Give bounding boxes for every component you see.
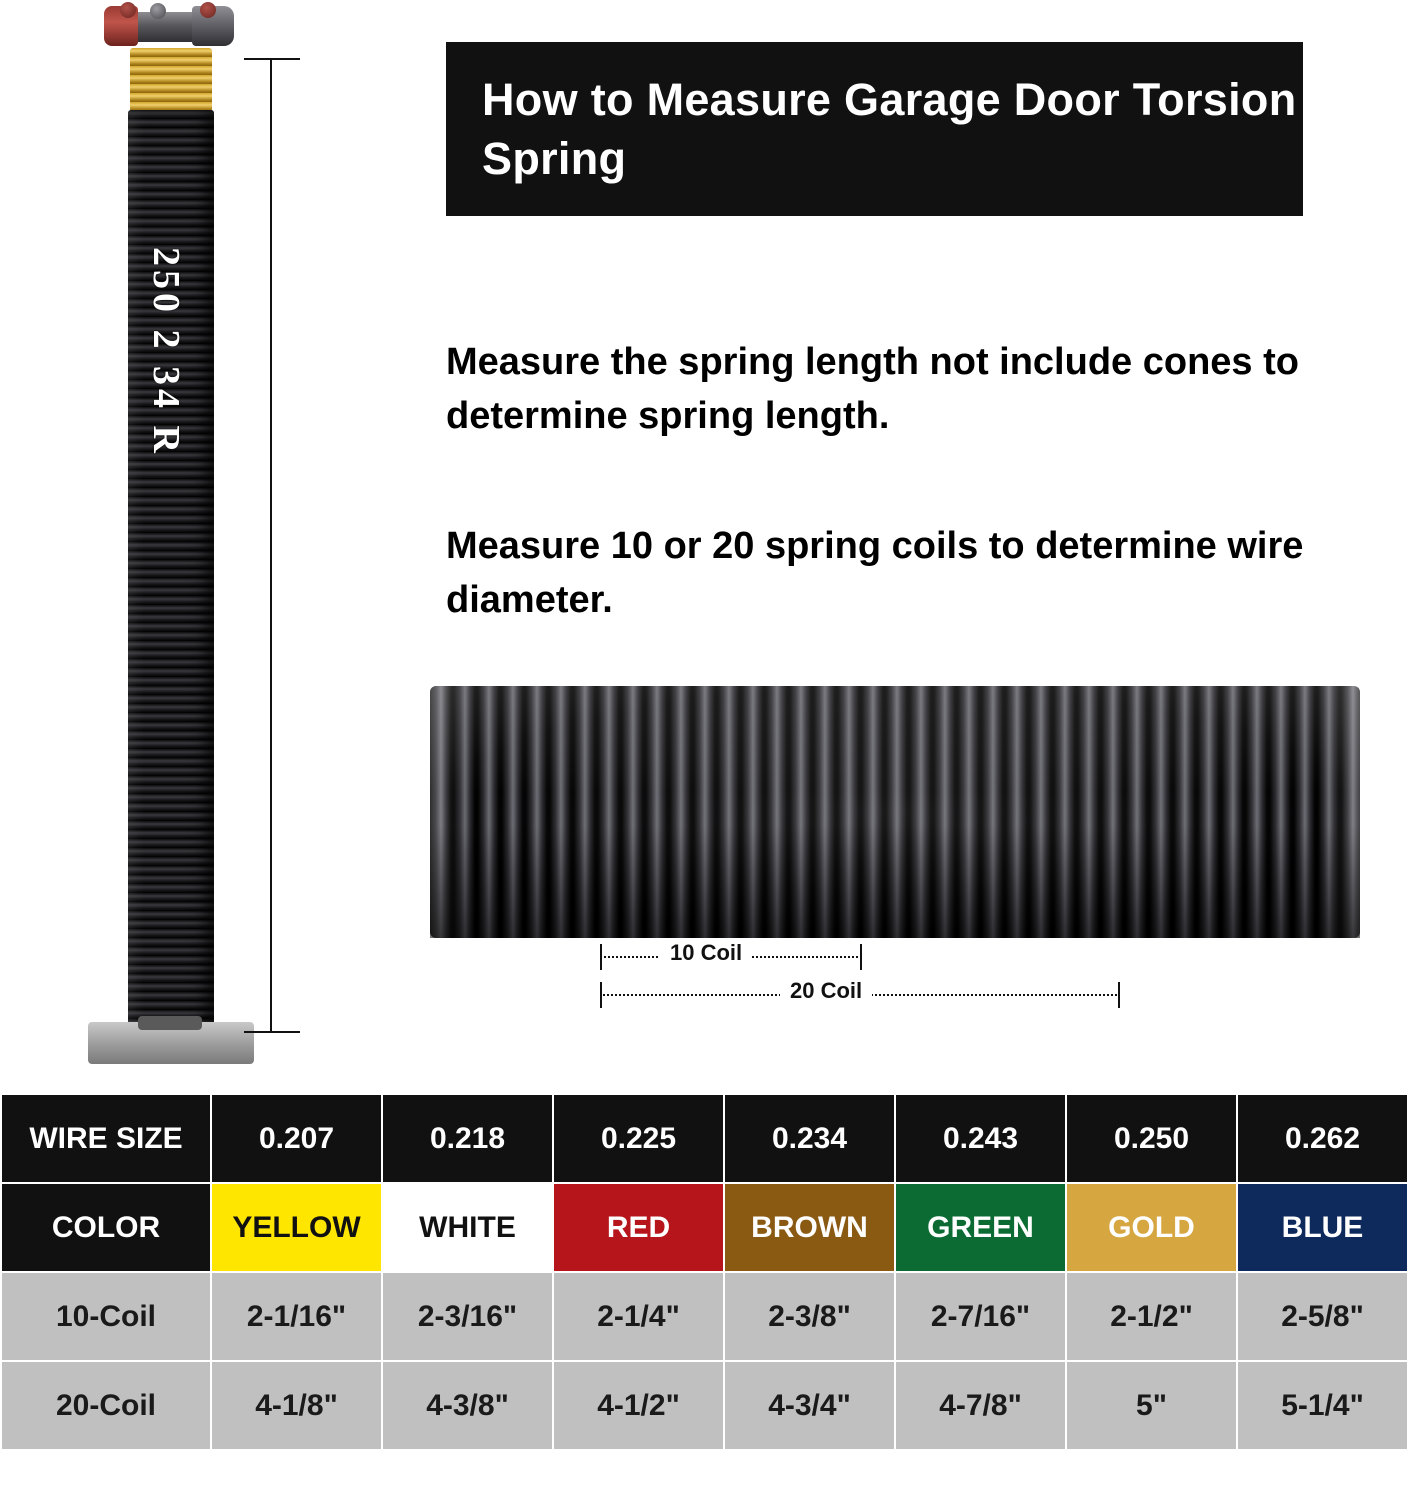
- cell-10coil-4: 2-7/16": [895, 1272, 1066, 1361]
- spring-stamp-label: 250 2 34 R: [145, 247, 187, 457]
- row-label-20-coil: 20-Coil: [1, 1361, 211, 1450]
- row-label-color: COLOR: [1, 1183, 211, 1272]
- cell-wire-size-3: 0.234: [724, 1094, 895, 1183]
- coil-closeup-photo: [430, 686, 1360, 938]
- cell-10coil-2: 2-1/4": [553, 1272, 724, 1361]
- cell-10coil-6: 2-5/8": [1237, 1272, 1408, 1361]
- coil-edge-right: [1326, 686, 1360, 938]
- cell-10coil-3: 2-3/8": [724, 1272, 895, 1361]
- cell-wire-size-2: 0.225: [553, 1094, 724, 1183]
- cell-color-1: WHITE: [382, 1183, 553, 1272]
- torsion-spring-illustration: [46, 0, 286, 1080]
- row-label-wire-size: WIRE SIZE: [1, 1094, 211, 1183]
- row-label-10-coil: 10-Coil: [1, 1272, 211, 1361]
- cell-wire-size-6: 0.262: [1237, 1094, 1408, 1183]
- set-screw-icon: [120, 2, 136, 18]
- cell-color-4: GREEN: [895, 1183, 1066, 1272]
- measure-line: [270, 58, 272, 1033]
- cell-wire-size-1: 0.218: [382, 1094, 553, 1183]
- cell-wire-size-4: 0.243: [895, 1094, 1066, 1183]
- table-row-wire-size: [1, 1094, 1408, 1183]
- callout-cap-right: [1118, 982, 1120, 1008]
- spring-mounting-plate: [88, 1022, 254, 1064]
- page-title: How to Measure Garage Door Torsion Spring: [482, 73, 1297, 184]
- wire-size-color-table: [0, 1093, 1409, 1451]
- cell-color-3: BROWN: [724, 1183, 895, 1272]
- cell-10coil-1: 2-3/16": [382, 1272, 553, 1361]
- coil-edge-left: [430, 686, 464, 938]
- cell-10coil-5: 2-1/2": [1066, 1272, 1237, 1361]
- cell-20coil-6: 5-1/4": [1237, 1361, 1408, 1450]
- cell-10coil-0: 2-1/16": [211, 1272, 382, 1361]
- gold-coil-section: [130, 48, 212, 112]
- table-row-20-coil: [1, 1361, 1408, 1450]
- instruction-text-1: Measure the spring length not include cones to determine spring length.: [446, 341, 1299, 437]
- cell-wire-size-5: 0.250: [1066, 1094, 1237, 1183]
- callout-20-coil-label: 20 Coil: [780, 978, 872, 1004]
- cell-20coil-0: 4-1/8": [211, 1361, 382, 1450]
- callout-cap-left: [600, 982, 602, 1008]
- callout-10-coil: [600, 940, 862, 974]
- cell-20coil-3: 4-3/4": [724, 1361, 895, 1450]
- measure-tick-bottom: [244, 1031, 300, 1033]
- cell-wire-size-0: 0.207: [211, 1094, 382, 1183]
- table-row-color: [1, 1183, 1408, 1272]
- measure-tick-top: [244, 58, 300, 60]
- table-row-10-coil: [1, 1272, 1408, 1361]
- instruction-text-2: Measure 10 or 20 spring coils to determine wire diameter.: [446, 525, 1304, 621]
- callout-20-coil: [600, 978, 1120, 1012]
- cell-20coil-2: 4-1/2": [553, 1361, 724, 1450]
- set-screw-icon: [200, 2, 216, 18]
- cell-color-0: YELLOW: [211, 1183, 382, 1272]
- cell-color-2: RED: [553, 1183, 724, 1272]
- cell-20coil-5: 5": [1066, 1361, 1237, 1450]
- callout-cap-right: [860, 944, 862, 970]
- set-screw-icon: [150, 3, 166, 19]
- callout-cap-left: [600, 944, 602, 970]
- cell-20coil-4: 4-7/8": [895, 1361, 1066, 1450]
- cell-color-6: BLUE: [1237, 1183, 1408, 1272]
- spring-cone: [104, 2, 234, 50]
- callout-10-coil-label: 10 Coil: [660, 940, 752, 966]
- cell-color-5: GOLD: [1066, 1183, 1237, 1272]
- title-banner: [446, 42, 1303, 216]
- cell-20coil-1: 4-3/8": [382, 1361, 553, 1450]
